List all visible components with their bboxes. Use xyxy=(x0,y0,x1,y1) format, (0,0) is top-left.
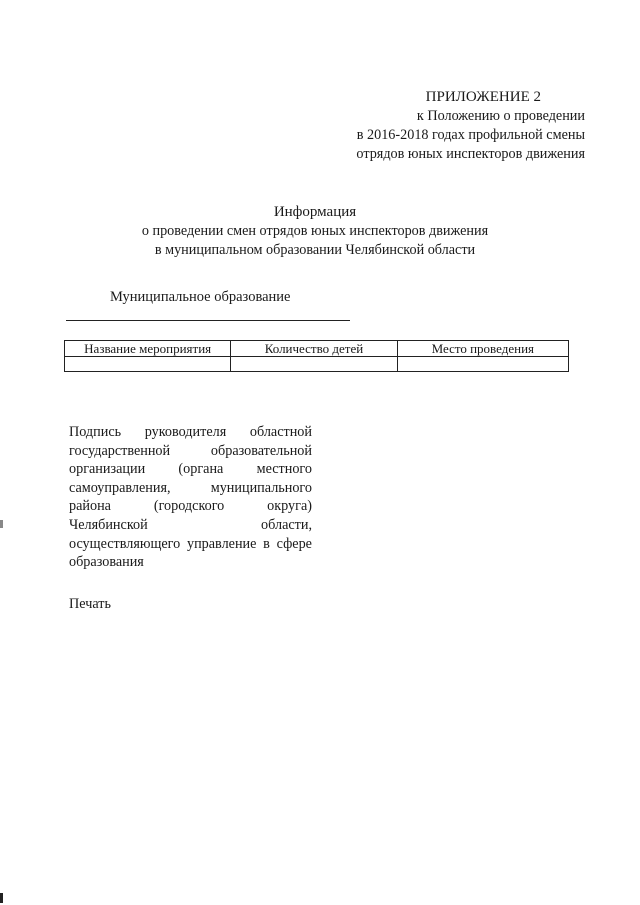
document-title-block xyxy=(100,203,530,260)
table-row xyxy=(65,357,569,372)
column-header-event-name: Название мероприятия xyxy=(65,341,231,357)
appendix-line-2: в 2016-2018 годах профильной смены xyxy=(356,127,585,143)
table-cell xyxy=(65,357,231,372)
municipality-label: Муниципальное образование xyxy=(110,289,291,305)
document-title: Информация xyxy=(273,204,357,220)
title-line-1: о проведении смен отрядов юных инспекторов движения xyxy=(141,223,489,239)
table-cell xyxy=(397,357,568,372)
scan-edge-mark xyxy=(0,893,3,903)
scan-edge-mark xyxy=(0,520,3,528)
events-table xyxy=(64,340,569,372)
municipality-fill-line xyxy=(66,320,350,321)
title-line-2: в муниципальном образовании Челябинской области xyxy=(154,242,476,258)
column-header-location: Место проведения xyxy=(397,341,568,357)
signature-block: Подпись руководителя областной государственной образовательной организации (органа местного самоуправления, муниципального района (городского округа) Челябинской области, осуществляющего управление в сфере образования xyxy=(69,424,312,571)
appendix-title: ПРИЛОЖЕНИЕ 2 xyxy=(425,89,541,105)
stamp-label: Печать xyxy=(69,596,111,612)
table-header-row xyxy=(65,341,569,357)
table-cell xyxy=(231,357,397,372)
appendix-line-1: к Положению о проведении xyxy=(416,108,585,124)
appendix-line-3: отрядов юных инспекторов движения xyxy=(356,146,585,162)
appendix-header xyxy=(356,88,585,164)
column-header-children-count: Количество детей xyxy=(231,341,397,357)
